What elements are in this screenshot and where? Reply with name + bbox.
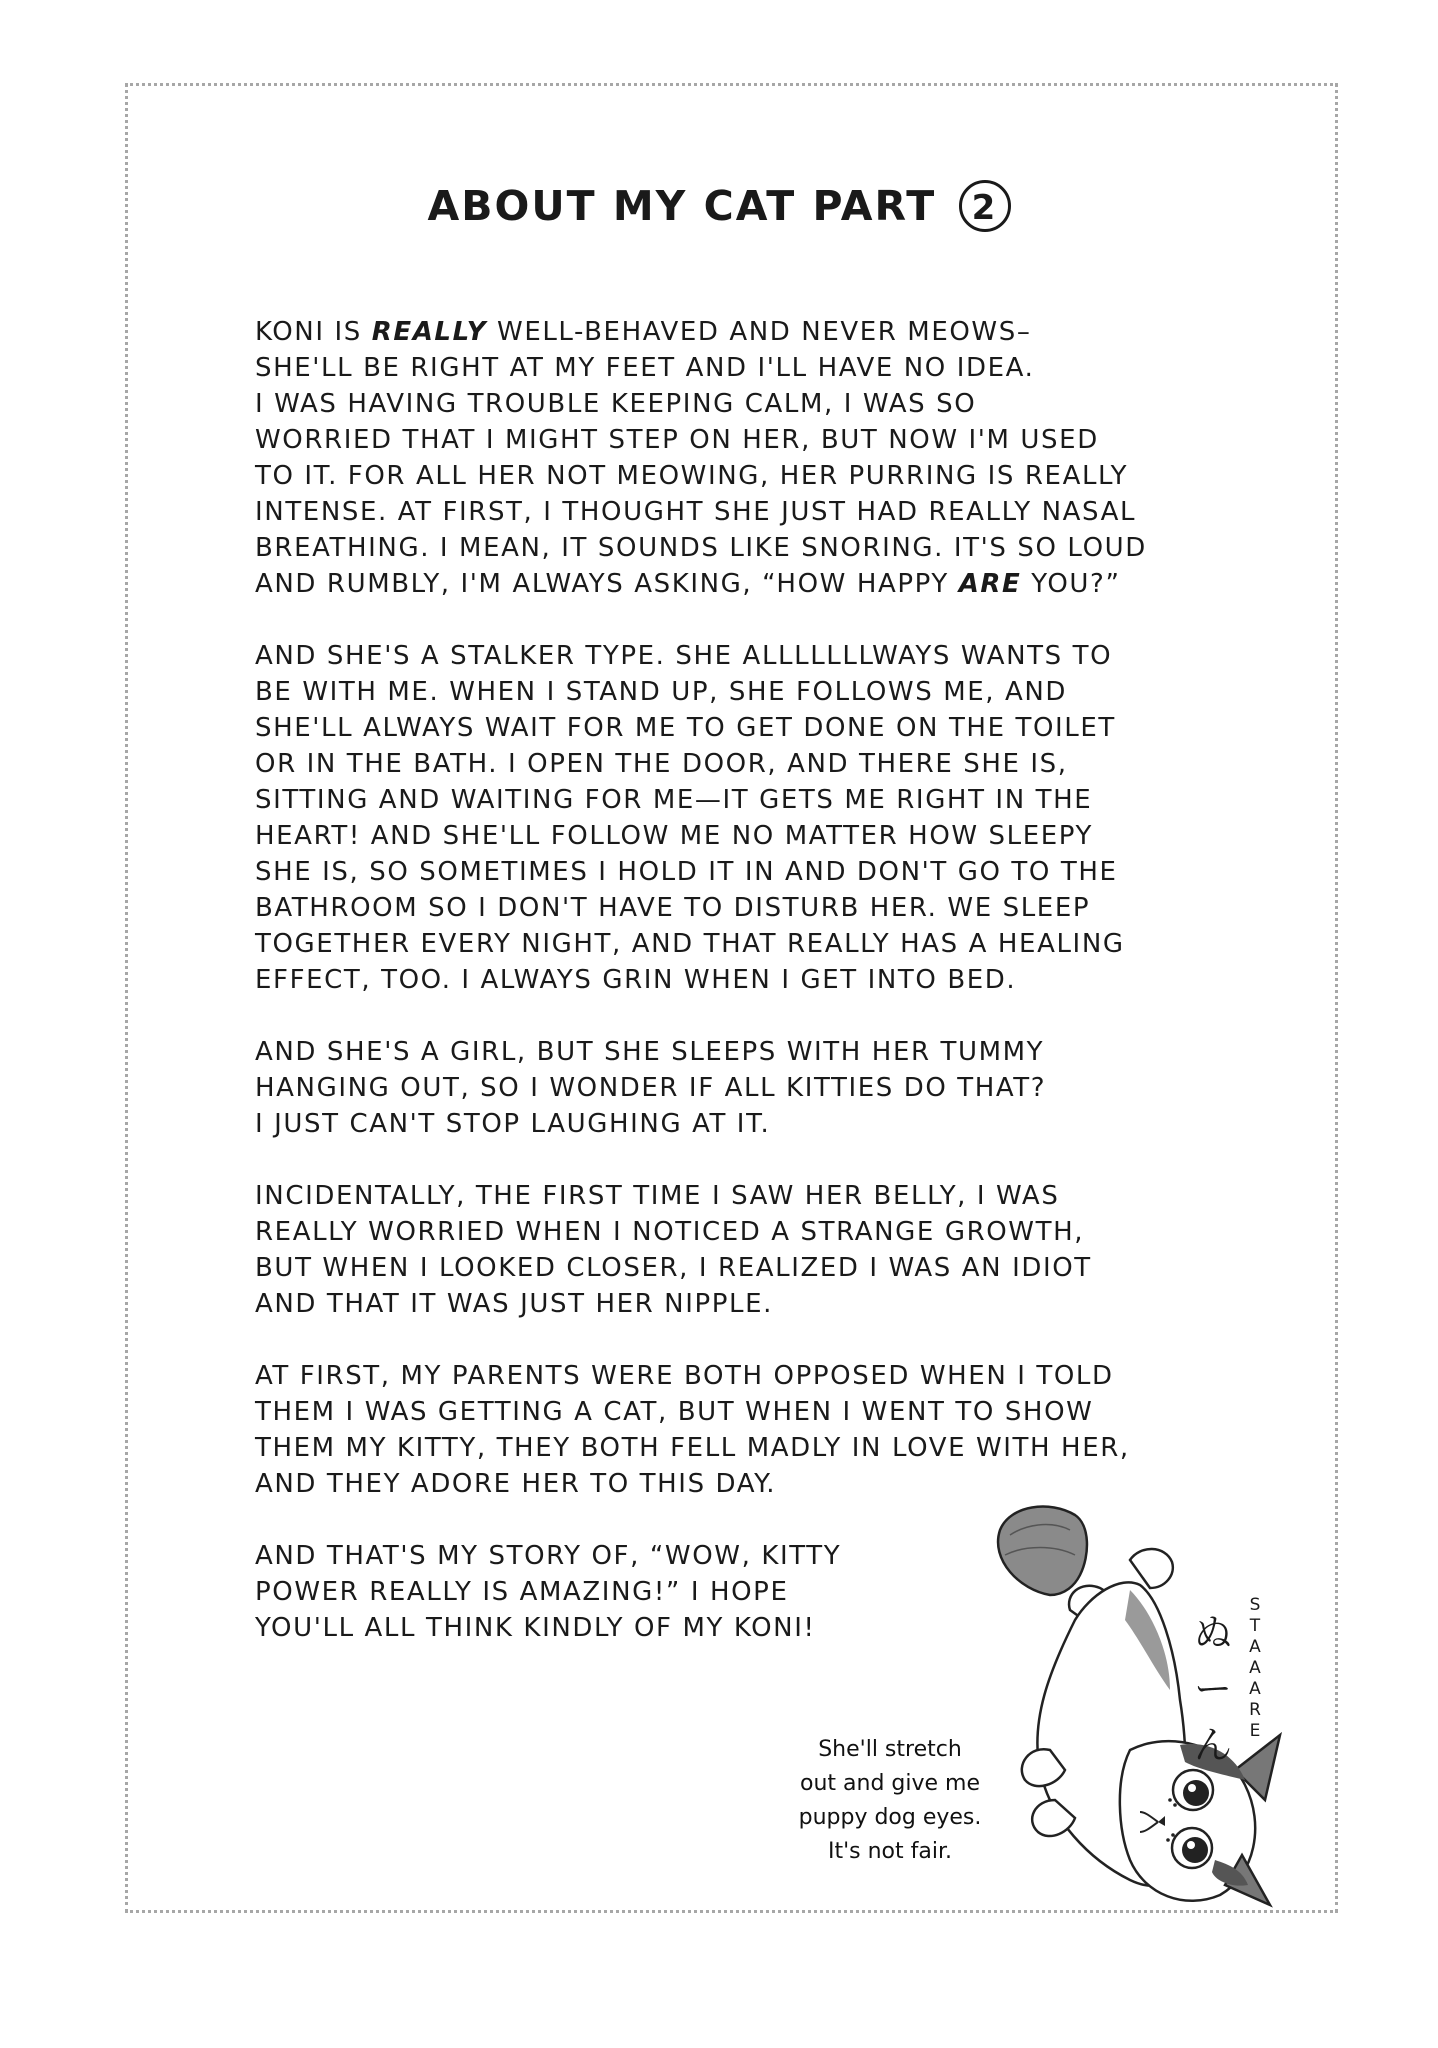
text-line: [255, 1214, 1255, 1250]
text-segment: WELL-BEHAVED AND NEVER MEOWS–: [487, 317, 1032, 347]
text-line: [255, 386, 1255, 422]
text-segment: THEM MY KITTY, THEY BOTH FELL MADLY IN LOVE WITH HER,: [255, 1433, 1130, 1463]
text-line: [255, 566, 1255, 602]
paragraph: [255, 1178, 1255, 1322]
text-segment: OR IN THE BATH. I OPEN THE DOOR, AND THERE SHE IS,: [255, 749, 1068, 779]
text-segment: SHE'LL ALWAYS WAIT FOR ME TO GET DONE ON THE TOILET: [255, 713, 1116, 743]
caption-line: She'll stretch: [818, 1737, 962, 1762]
paragraph-gap: [255, 1142, 1255, 1178]
text-segment: AT FIRST, MY PARENTS WERE BOTH OPPOSED WHEN I TOLD: [255, 1361, 1114, 1391]
paragraph: [255, 314, 1255, 602]
text-segment: AND THAT IT WAS JUST HER NIPPLE.: [255, 1289, 774, 1319]
text-line: [255, 458, 1255, 494]
text-segment: HANGING OUT, SO I WONDER IF ALL KITTIES DO THAT?: [255, 1073, 1047, 1103]
text-line: [255, 854, 1255, 890]
text-segment: TO IT. FOR ALL HER NOT MEOWING, HER PURRING IS REALLY: [255, 461, 1129, 491]
text-line: [255, 1070, 1255, 1106]
text-segment: TOGETHER EVERY NIGHT, AND THAT REALLY HAS A HEALING: [255, 929, 1125, 959]
text-line: [255, 818, 1255, 854]
caption-line: puppy dog eyes.: [798, 1805, 982, 1830]
text-line: [255, 1430, 1255, 1466]
emphasized-text: REALLY: [371, 317, 488, 347]
text-segment: SHE IS, SO SOMETIMES I HOLD IT IN AND DON'T GO TO THE: [255, 857, 1118, 887]
text-segment: SHE'LL BE RIGHT AT MY FEET AND I'LL HAVE NO IDEA.: [255, 353, 1035, 383]
caption-line: It's not fair.: [828, 1839, 952, 1864]
text-segment: INTENSE. AT FIRST, I THOUGHT SHE JUST HAD REALLY NASAL: [255, 497, 1137, 527]
essay-body: [255, 314, 1255, 1646]
text-segment: I JUST CAN'T STOP LAUGHING AT IT.: [255, 1109, 771, 1139]
illustration-caption: [785, 1733, 995, 1869]
text-line: [255, 494, 1255, 530]
text-segment: AND RUMBLY, I'M ALWAYS ASKING, “HOW HAPPY: [255, 569, 959, 599]
title-number-circle: 2: [959, 180, 1011, 232]
sfx-japanese: ぬ ー ん: [1193, 1611, 1232, 1767]
paragraph: [255, 1034, 1255, 1142]
page-title: [0, 182, 1438, 235]
text-line: [255, 1250, 1255, 1286]
text-segment: AND THEY ADORE HER TO THIS DAY.: [255, 1469, 777, 1499]
text-segment: BE WITH ME. WHEN I STAND UP, SHE FOLLOWS ME, AND: [255, 677, 1068, 707]
paragraph: [255, 1358, 1255, 1502]
text-segment: HEART! AND SHE'LL FOLLOW ME NO MATTER HOW SLEEPY: [255, 821, 1093, 851]
title-text: ABOUT MY CAT PART: [427, 182, 937, 230]
text-line: [255, 962, 1255, 998]
text-line: [255, 314, 1255, 350]
text-line: [255, 890, 1255, 926]
text-line: [255, 674, 1255, 710]
text-segment: I WAS HAVING TROUBLE KEEPING CALM, I WAS SO: [255, 389, 977, 419]
text-line: [255, 926, 1255, 962]
text-line: [255, 422, 1255, 458]
text-line: [255, 1286, 1255, 1322]
text-segment: EFFECT, TOO. I ALWAYS GRIN WHEN I GET INTO BED.: [255, 965, 1017, 995]
text-segment: BUT WHEN I LOOKED CLOSER, I REALIZED I WAS AN IDIOT: [255, 1253, 1092, 1283]
text-line: [255, 638, 1255, 674]
text-segment: BATHROOM SO I DON'T HAVE TO DISTURB HER. WE SLEEP: [255, 893, 1091, 923]
text-segment: YOU?”: [1021, 569, 1121, 599]
text-segment: BREATHING. I MEAN, IT SOUNDS LIKE SNORING. IT'S SO LOUD: [255, 533, 1147, 563]
text-segment: AND THAT'S MY STORY OF, “WOW, KITTY: [255, 1541, 842, 1571]
text-line: [255, 1394, 1255, 1430]
text-segment: INCIDENTALLY, THE FIRST TIME I SAW HER BELLY, I WAS: [255, 1181, 1060, 1211]
text-line: [255, 1178, 1255, 1214]
text-segment: SITTING AND WAITING FOR ME—IT GETS ME RIGHT IN THE: [255, 785, 1093, 815]
text-segment: YOU'LL ALL THINK KINDLY OF MY KONI!: [255, 1613, 816, 1643]
text-segment: REALLY WORRIED WHEN I NOTICED A STRANGE GROWTH,: [255, 1217, 1085, 1247]
caption-line: out and give me: [800, 1771, 980, 1796]
paragraph-gap: [255, 602, 1255, 638]
text-line: [255, 1466, 1255, 1502]
text-line: [255, 746, 1255, 782]
text-segment: KONI IS: [255, 317, 372, 347]
text-segment: WORRIED THAT I MIGHT STEP ON HER, BUT NOW I'M USED: [255, 425, 1099, 455]
text-line: [255, 1358, 1255, 1394]
paragraph-gap: [255, 1322, 1255, 1358]
text-segment: AND SHE'S A GIRL, BUT SHE SLEEPS WITH HER TUMMY: [255, 1037, 1045, 1067]
emphasized-text: ARE: [958, 569, 1022, 599]
text-line: [255, 782, 1255, 818]
text-segment: AND SHE'S A STALKER TYPE. SHE ALLLLLLLWAYS WANTS TO: [255, 641, 1113, 671]
text-line: [255, 710, 1255, 746]
text-line: [255, 350, 1255, 386]
paragraph-gap: [255, 998, 1255, 1034]
sfx-english: S T A A A R E: [1249, 1595, 1261, 1741]
text-segment: POWER REALLY IS AMAZING!” I HOPE: [255, 1577, 789, 1607]
text-line: [255, 1106, 1255, 1142]
paragraph: [255, 638, 1255, 998]
text-line: [255, 1034, 1255, 1070]
text-line: [255, 530, 1255, 566]
text-segment: THEM I WAS GETTING A CAT, BUT WHEN I WENT TO SHOW: [255, 1397, 1094, 1427]
